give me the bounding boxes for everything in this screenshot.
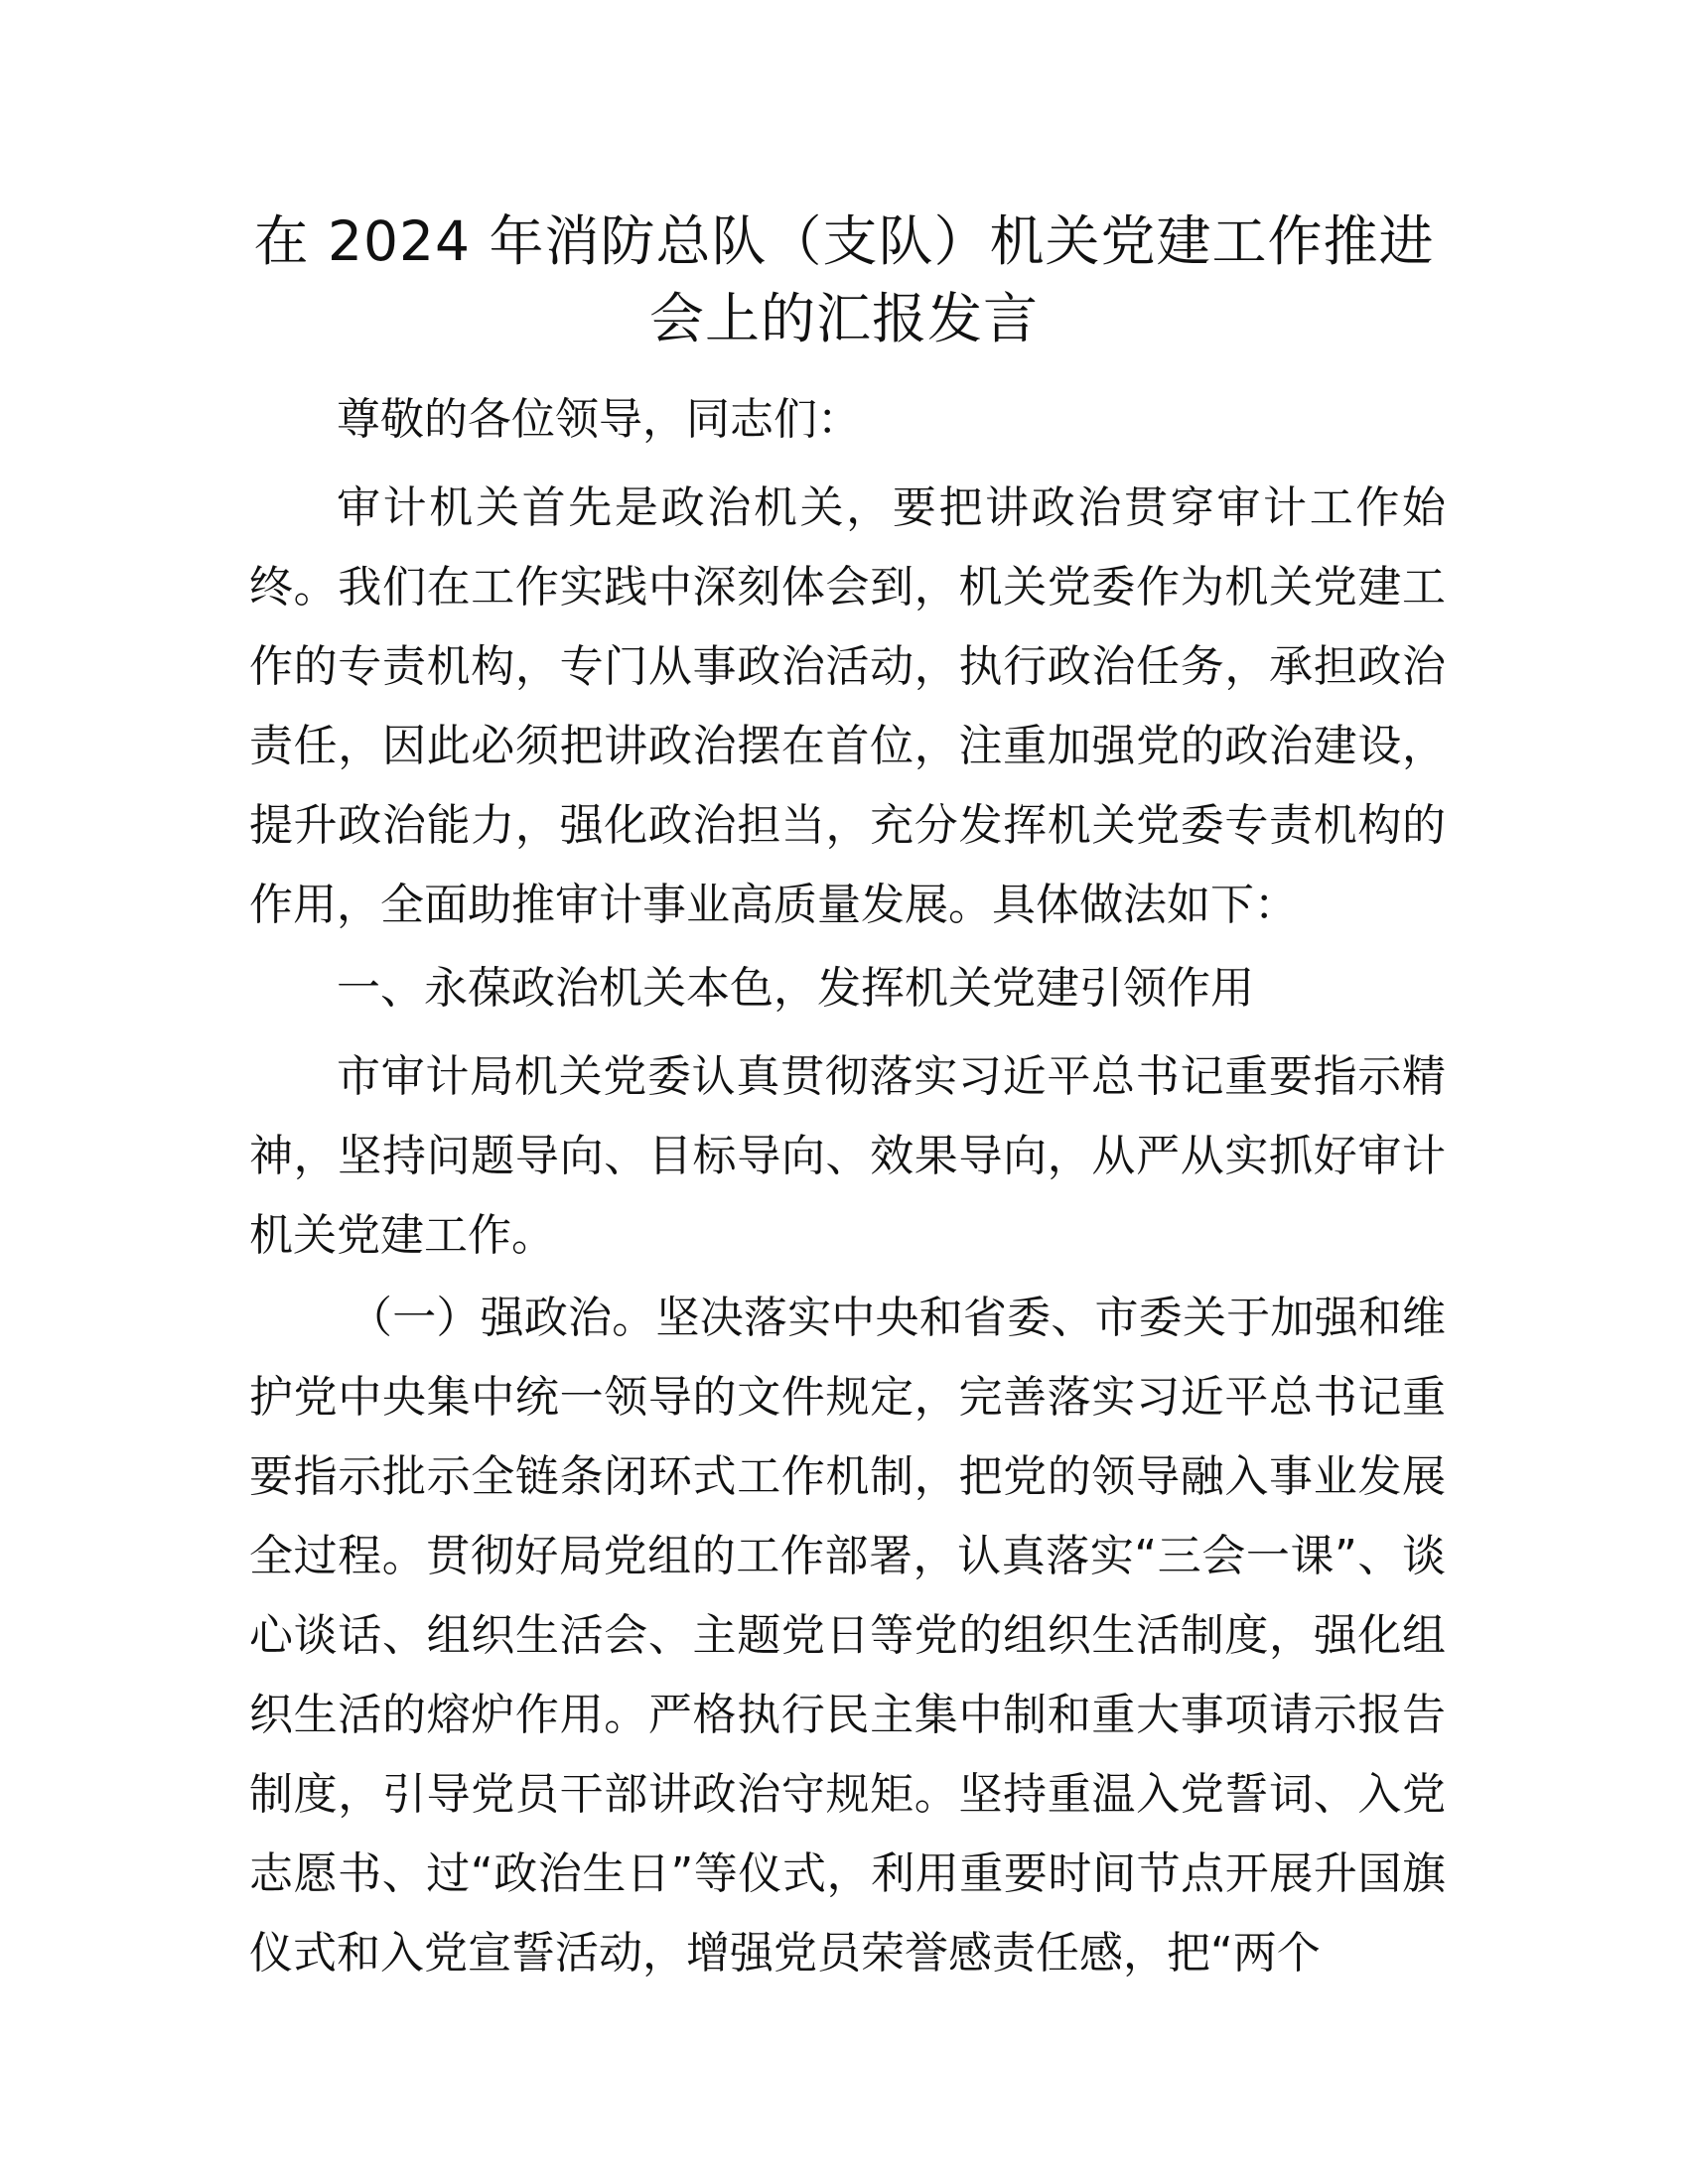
document-title-line-2: 会上的汇报发言 xyxy=(648,287,1039,350)
salutation: 尊敬的各位领导，同志们： xyxy=(337,394,861,445)
document-title-line-1: 在 2024 年消防总队（支队）机关党建工作推进 xyxy=(253,209,1435,273)
section-heading-1: 一、永葆政治机关本色，发挥机关党建引领作用 xyxy=(337,963,1254,1014)
paragraph-section-1: 市审计局机关党委认真贯彻落实习近平总书记重要指示精神，坚持问题导向、目标导向、效果导向，从严从实抓好审计机关党建工作。 xyxy=(249,1051,1446,1261)
paragraph-subsection-1: （一）强政治。坚决落实中央和省委、市委关于加强和维护党中央集中统一领导的文件规定，完善落实习近平总书记重要指示批示全链条闭环式工作机制，把党的领导融入事业发展全过程。贯彻好局党组的工作部署，认真落实“三会一课”、谈心谈话、组织生活会、主题党日等党的组织生活制度，强化组织生活的熔炉作用。严格执行民主集中制和重大事项请示报告制度，引导党员干部讲政治守规矩。坚持重温入党誓词、入党志愿书、过“政治生日”等仪式，利用重要时间节点开展升国旗仪式和入党宣誓活动，增强党员荣誉感责任感，把“两个 xyxy=(249,1293,1446,1979)
paragraph-intro: 审计机关首先是政治机关，要把讲政治贯穿审计工作始终。我们在工作实践中深刻体会到，机关党委作为机关党建工作的专责机构，专门从事政治活动，执行政治任务，承担政治责任，因此必须把讲政治摆在首位，注重加强党的政治建设，提升政治能力，强化政治担当，充分发挥机关党委专责机构的作用，全面助推审计事业高质量发展。具体做法如下： xyxy=(249,482,1446,930)
